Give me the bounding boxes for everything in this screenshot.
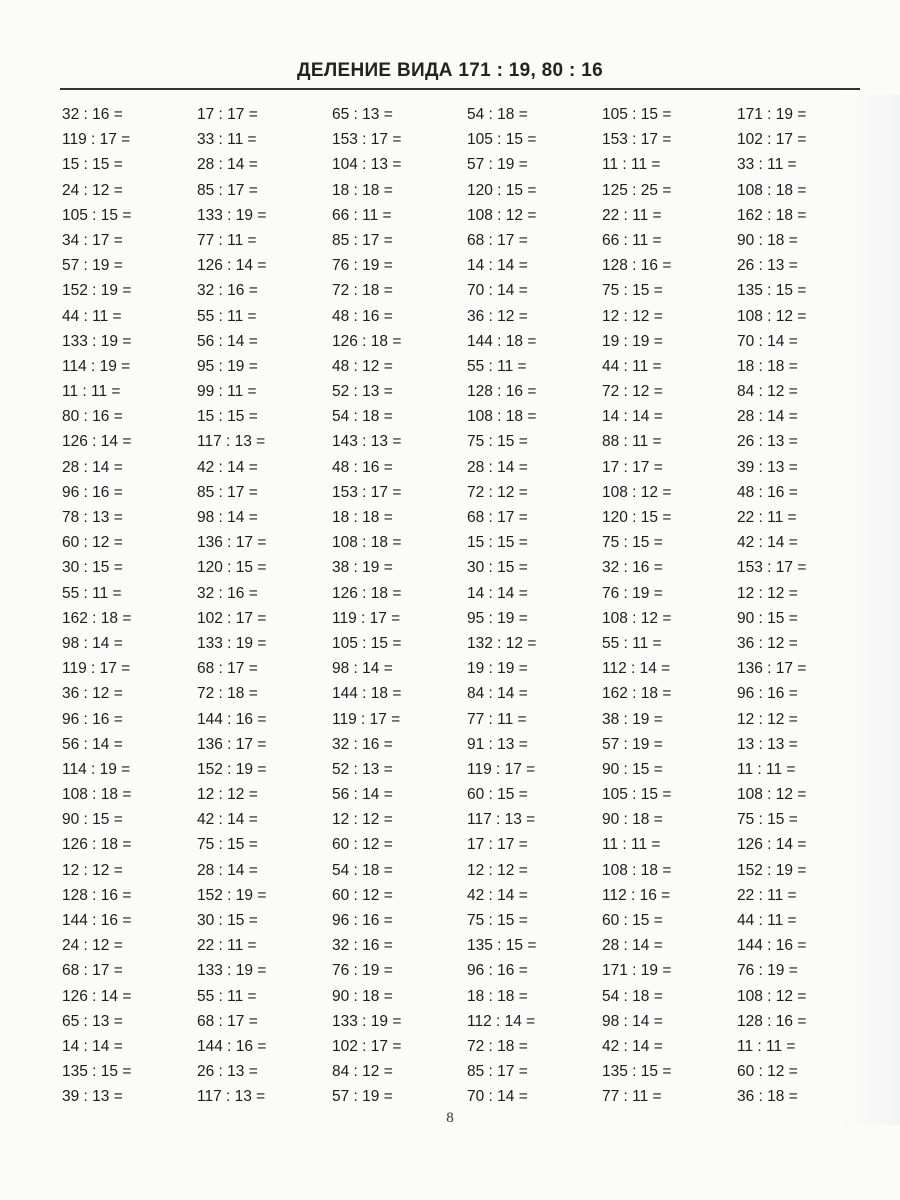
division-exercise: 68 : 17 = xyxy=(197,660,258,678)
division-exercise: 102 : 17 = xyxy=(197,609,267,627)
division-exercise: 85 : 17 = xyxy=(467,1063,528,1081)
division-exercise: 144 : 16 = xyxy=(197,710,267,728)
division-exercise: 12 : 12 = xyxy=(467,861,528,879)
division-exercise: 44 : 11 = xyxy=(737,912,797,929)
division-exercise: 57 : 19 = xyxy=(467,156,528,174)
division-exercise: 133 : 19 = xyxy=(197,206,267,224)
division-exercise: 68 : 17 = xyxy=(467,231,528,249)
division-exercise: 104 : 13 = xyxy=(332,156,402,174)
division-exercise: 57 : 19 = xyxy=(62,257,123,275)
division-exercise: 108 : 18 = xyxy=(737,181,807,199)
page-number: 8 xyxy=(446,1110,454,1126)
division-exercise: 68 : 17 = xyxy=(62,962,123,980)
division-exercise: 19 : 19 = xyxy=(467,660,528,678)
division-exercise: 75 : 15 = xyxy=(602,282,663,300)
division-exercise: 48 : 16 = xyxy=(332,458,393,476)
division-exercise: 32 : 16 = xyxy=(62,106,123,123)
division-exercise: 12 : 12 = xyxy=(602,307,663,325)
division-exercise: 11 : 11 = xyxy=(737,760,796,778)
division-exercise: 114 : 19 = xyxy=(62,760,131,778)
division-exercise: 42 : 14 = xyxy=(602,1037,663,1055)
division-exercise: 117 : 13 = xyxy=(197,1088,266,1106)
division-exercise: 66 : 11 = xyxy=(602,231,662,249)
division-exercise: 126 : 18 = xyxy=(62,836,132,854)
division-exercise: 24 : 12 = xyxy=(62,937,123,955)
division-exercise: 85 : 17 = xyxy=(197,181,258,199)
division-exercise: 19 : 19 = xyxy=(602,332,663,350)
division-exercise: 57 : 19 = xyxy=(332,1088,393,1106)
division-exercise: 126 : 18 = xyxy=(332,332,402,350)
exercise-grid xyxy=(62,102,842,1110)
division-exercise: 12 : 12 = xyxy=(332,811,393,829)
division-exercise: 143 : 13 = xyxy=(332,433,402,451)
division-exercise: 96 : 16 = xyxy=(467,962,528,980)
division-exercise: 72 : 12 = xyxy=(602,383,663,401)
division-exercise: 162 : 18 = xyxy=(602,685,672,703)
division-exercise: 18 : 18 = xyxy=(737,357,798,375)
division-exercise: 13 : 13 = xyxy=(737,735,798,753)
division-exercise: 136 : 17 = xyxy=(197,735,267,753)
division-exercise: 39 : 13 = xyxy=(737,458,798,476)
division-exercise: 32 : 16 = xyxy=(332,937,393,955)
division-exercise: 60 : 12 = xyxy=(737,1063,798,1081)
division-exercise: 108 : 18 = xyxy=(602,861,672,879)
division-exercise: 153 : 17 = xyxy=(737,559,807,577)
division-exercise: 65 : 13 = xyxy=(332,106,393,123)
division-exercise: 56 : 14 = xyxy=(197,332,258,350)
division-exercise: 105 : 15 = xyxy=(467,131,537,149)
division-exercise: 38 : 19 = xyxy=(332,559,393,577)
division-exercise: 28 : 14 = xyxy=(467,458,528,476)
division-exercise: 152 : 19 = xyxy=(737,861,807,879)
division-exercise: 133 : 19 = xyxy=(62,332,132,350)
division-exercise: 135 : 15 = xyxy=(467,937,537,955)
division-exercise: 48 : 16 = xyxy=(332,307,393,325)
division-exercise: 90 : 15 = xyxy=(62,811,123,829)
division-exercise: 108 : 12 = xyxy=(602,483,672,501)
division-exercise: 28 : 14 = xyxy=(602,937,663,955)
division-exercise: 105 : 15 = xyxy=(332,634,402,652)
division-exercise: 105 : 15 = xyxy=(602,786,672,804)
division-exercise: 112 : 14 = xyxy=(467,1012,536,1030)
division-exercise: 26 : 13 = xyxy=(737,257,798,275)
division-exercise: 102 : 17 = xyxy=(332,1037,402,1055)
division-exercise: 152 : 19 = xyxy=(197,760,267,778)
division-exercise: 120 : 15 = xyxy=(467,181,537,199)
division-exercise: 55 : 11 = xyxy=(197,987,257,1005)
division-exercise: 108 : 12 = xyxy=(737,786,807,804)
division-exercise: 70 : 14 = xyxy=(467,1088,528,1106)
division-exercise: 75 : 15 = xyxy=(197,836,258,854)
division-exercise: 119 : 17 = xyxy=(62,131,131,149)
division-exercise: 11 : 11 = xyxy=(62,383,121,401)
division-exercise: 18 : 18 = xyxy=(467,987,528,1005)
division-exercise: 30 : 15 = xyxy=(62,559,123,577)
division-exercise: 15 : 15 = xyxy=(197,408,258,426)
division-exercise: 77 : 11 = xyxy=(467,710,527,728)
division-exercise: 112 : 14 = xyxy=(602,660,671,678)
division-exercise: 80 : 16 = xyxy=(62,408,123,426)
division-exercise: 22 : 11 = xyxy=(737,509,797,526)
division-exercise: 85 : 17 = xyxy=(197,483,258,501)
division-exercise: 126 : 14 = xyxy=(62,433,132,451)
division-exercise: 14 : 14 = xyxy=(467,257,528,275)
division-exercise: 60 : 15 = xyxy=(467,786,528,804)
division-exercise: 68 : 17 = xyxy=(467,509,528,526)
division-exercise: 119 : 17 = xyxy=(467,760,536,778)
division-exercise: 78 : 13 = xyxy=(62,509,123,526)
division-exercise: 44 : 11 = xyxy=(62,307,122,325)
division-exercise: 90 : 18 = xyxy=(602,811,663,829)
division-exercise: 33 : 11 = xyxy=(197,131,257,149)
division-exercise: 152 : 19 = xyxy=(62,282,132,300)
division-exercise: 14 : 14 = xyxy=(602,408,663,426)
division-exercise: 32 : 16 = xyxy=(197,282,258,300)
division-exercise: 26 : 13 = xyxy=(737,433,798,451)
division-exercise: 12 : 12 = xyxy=(737,710,798,728)
division-exercise: 11 : 11 = xyxy=(602,836,661,854)
division-exercise: 30 : 15 = xyxy=(197,912,258,929)
division-exercise: 133 : 19 = xyxy=(332,1012,402,1030)
division-exercise: 102 : 17 = xyxy=(737,131,807,149)
division-exercise: 135 : 15 = xyxy=(737,282,807,300)
division-exercise: 114 : 19 = xyxy=(62,357,131,375)
division-exercise: 36 : 12 = xyxy=(737,634,798,652)
division-exercise: 36 : 12 = xyxy=(467,307,528,325)
division-exercise: 96 : 16 = xyxy=(737,685,798,703)
division-exercise: 24 : 12 = xyxy=(62,181,123,199)
division-exercise: 32 : 16 = xyxy=(197,584,258,602)
division-exercise: 60 : 12 = xyxy=(332,886,393,904)
division-exercise: 42 : 14 = xyxy=(737,534,798,552)
division-exercise: 171 : 19 = xyxy=(737,106,807,123)
division-exercise: 22 : 11 = xyxy=(737,886,797,904)
division-exercise: 98 : 14 = xyxy=(62,634,123,652)
division-exercise: 108 : 18 = xyxy=(62,786,132,804)
division-exercise: 28 : 14 = xyxy=(737,408,798,426)
division-exercise: 76 : 19 = xyxy=(602,584,663,602)
division-exercise: 108 : 18 = xyxy=(467,408,537,426)
division-exercise: 52 : 13 = xyxy=(332,760,393,778)
division-exercise: 28 : 14 = xyxy=(197,861,258,879)
division-exercise: 75 : 15 = xyxy=(602,534,663,552)
title-divider xyxy=(60,88,860,90)
division-exercise: 17 : 17 = xyxy=(467,836,528,854)
division-exercise: 98 : 14 = xyxy=(602,1012,663,1030)
division-exercise: 36 : 18 = xyxy=(737,1088,798,1106)
division-exercise: 72 : 18 = xyxy=(467,1037,528,1055)
division-exercise: 84 : 12 = xyxy=(737,383,798,401)
division-exercise: 133 : 19 = xyxy=(197,634,267,652)
division-exercise: 153 : 17 = xyxy=(332,131,402,149)
division-exercise: 18 : 18 = xyxy=(332,181,393,199)
division-exercise: 70 : 14 = xyxy=(737,332,798,350)
division-exercise: 55 : 11 = xyxy=(62,584,122,602)
division-exercise: 84 : 14 = xyxy=(467,685,528,703)
division-exercise: 22 : 11 = xyxy=(197,937,257,955)
division-exercise: 76 : 19 = xyxy=(737,962,798,980)
division-exercise: 12 : 12 = xyxy=(197,786,258,804)
division-exercise: 128 : 16 = xyxy=(62,886,132,904)
division-exercise: 52 : 13 = xyxy=(332,383,393,401)
division-exercise: 17 : 17 = xyxy=(197,106,258,123)
division-exercise: 42 : 14 = xyxy=(467,886,528,904)
division-exercise: 128 : 16 = xyxy=(737,1012,807,1030)
division-exercise: 126 : 14 = xyxy=(197,257,267,275)
division-exercise: 108 : 12 = xyxy=(467,206,537,224)
division-exercise: 84 : 12 = xyxy=(332,1063,393,1081)
division-exercise: 60 : 15 = xyxy=(602,912,663,929)
division-exercise: 144 : 16 = xyxy=(62,912,132,929)
division-exercise: 55 : 11 = xyxy=(602,634,662,652)
division-exercise: 44 : 11 = xyxy=(602,357,662,375)
division-exercise: 55 : 11 = xyxy=(467,357,527,375)
division-exercise: 135 : 15 = xyxy=(602,1063,672,1081)
division-exercise: 96 : 16 = xyxy=(62,710,123,728)
division-exercise: 108 : 12 = xyxy=(602,609,672,627)
division-exercise: 65 : 13 = xyxy=(62,1012,123,1030)
division-exercise: 132 : 12 = xyxy=(467,634,537,652)
division-exercise: 60 : 12 = xyxy=(332,836,393,854)
division-exercise: 18 : 18 = xyxy=(332,509,393,526)
division-exercise: 15 : 15 = xyxy=(62,156,123,174)
division-exercise: 108 : 12 = xyxy=(737,987,807,1005)
division-exercise: 144 : 18 = xyxy=(467,332,537,350)
division-exercise: 57 : 19 = xyxy=(602,735,663,753)
division-exercise: 22 : 11 = xyxy=(602,206,662,224)
division-exercise: 72 : 12 = xyxy=(467,483,528,501)
division-exercise: 119 : 17 = xyxy=(62,660,131,678)
division-exercise: 120 : 15 = xyxy=(602,509,672,526)
division-exercise: 95 : 19 = xyxy=(467,609,528,627)
division-exercise: 55 : 11 = xyxy=(197,307,257,325)
division-exercise: 144 : 16 = xyxy=(737,937,807,955)
division-exercise: 90 : 15 = xyxy=(602,760,663,778)
division-exercise: 60 : 12 = xyxy=(62,534,123,552)
division-exercise: 72 : 18 = xyxy=(197,685,258,703)
division-exercise: 99 : 11 = xyxy=(197,383,257,401)
division-exercise: 42 : 14 = xyxy=(197,811,258,829)
division-exercise: 90 : 15 = xyxy=(737,609,798,627)
division-exercise: 171 : 19 = xyxy=(602,962,672,980)
division-exercise: 76 : 19 = xyxy=(332,257,393,275)
division-exercise: 85 : 17 = xyxy=(332,231,393,249)
division-exercise: 98 : 14 = xyxy=(197,509,258,526)
division-exercise: 153 : 17 = xyxy=(332,483,402,501)
division-exercise: 117 : 13 = xyxy=(467,811,536,829)
division-exercise: 36 : 12 = xyxy=(62,685,123,703)
division-exercise: 126 : 18 = xyxy=(332,584,402,602)
division-exercise: 48 : 16 = xyxy=(737,483,798,501)
division-exercise: 12 : 12 = xyxy=(737,584,798,602)
division-exercise: 54 : 18 = xyxy=(332,861,393,879)
division-exercise: 77 : 11 = xyxy=(602,1088,662,1106)
division-exercise: 75 : 15 = xyxy=(737,811,798,829)
division-exercise: 17 : 17 = xyxy=(602,458,663,476)
division-exercise: 56 : 14 = xyxy=(332,786,393,804)
division-exercise: 56 : 14 = xyxy=(62,735,123,753)
division-exercise: 136 : 17 = xyxy=(737,660,807,678)
division-exercise: 125 : 25 = xyxy=(602,181,672,199)
division-exercise: 119 : 17 = xyxy=(332,710,401,728)
division-exercise: 95 : 19 = xyxy=(197,357,258,375)
division-exercise: 39 : 13 = xyxy=(62,1088,123,1106)
division-exercise: 90 : 18 = xyxy=(332,987,393,1005)
division-exercise: 75 : 15 = xyxy=(467,433,528,451)
division-exercise: 90 : 18 = xyxy=(737,231,798,249)
division-exercise: 128 : 16 = xyxy=(467,383,537,401)
division-exercise: 33 : 11 = xyxy=(737,156,797,174)
division-exercise: 135 : 15 = xyxy=(62,1063,132,1081)
division-exercise: 72 : 18 = xyxy=(332,282,393,300)
division-exercise: 48 : 12 = xyxy=(332,357,393,375)
page-edge-shadow xyxy=(842,95,900,1125)
division-exercise: 153 : 17 = xyxy=(602,131,672,149)
division-exercise: 70 : 14 = xyxy=(467,282,528,300)
division-exercise: 96 : 16 = xyxy=(332,912,393,929)
division-exercise: 144 : 16 = xyxy=(197,1037,267,1055)
division-exercise: 12 : 12 = xyxy=(62,861,123,879)
division-exercise: 76 : 19 = xyxy=(332,962,393,980)
division-exercise: 54 : 18 = xyxy=(467,106,528,123)
division-exercise: 32 : 16 = xyxy=(332,735,393,753)
division-exercise: 77 : 11 = xyxy=(197,231,257,249)
division-exercise: 91 : 13 = xyxy=(467,735,528,753)
division-exercise: 11 : 11 = xyxy=(737,1037,796,1055)
division-exercise: 105 : 15 = xyxy=(602,106,672,123)
division-exercise: 14 : 14 = xyxy=(62,1037,123,1055)
division-exercise: 117 : 13 = xyxy=(197,433,266,451)
division-exercise: 108 : 18 = xyxy=(332,534,402,552)
division-exercise: 32 : 16 = xyxy=(602,559,663,577)
division-exercise: 15 : 15 = xyxy=(467,534,528,552)
division-exercise: 98 : 14 = xyxy=(332,660,393,678)
division-exercise: 28 : 14 = xyxy=(62,458,123,476)
division-exercise: 120 : 15 = xyxy=(197,559,267,577)
division-exercise: 136 : 17 = xyxy=(197,534,267,552)
division-exercise: 126 : 14 = xyxy=(737,836,807,854)
division-exercise: 162 : 18 = xyxy=(737,206,807,224)
division-exercise: 88 : 11 = xyxy=(602,433,662,451)
division-exercise: 112 : 16 = xyxy=(602,886,671,904)
division-exercise: 96 : 16 = xyxy=(62,483,123,501)
division-exercise: 11 : 11 = xyxy=(602,156,661,174)
division-exercise: 14 : 14 = xyxy=(467,584,528,602)
division-exercise: 119 : 17 = xyxy=(332,609,401,627)
division-exercise: 128 : 16 = xyxy=(602,257,672,275)
division-exercise: 105 : 15 = xyxy=(62,206,132,224)
division-exercise: 108 : 12 = xyxy=(737,307,807,325)
division-exercise: 34 : 17 = xyxy=(62,231,123,249)
division-exercise: 54 : 18 = xyxy=(602,987,663,1005)
division-exercise: 133 : 19 = xyxy=(197,962,267,980)
division-exercise: 126 : 14 = xyxy=(62,987,132,1005)
division-exercise: 68 : 17 = xyxy=(197,1012,258,1030)
division-exercise: 26 : 13 = xyxy=(197,1063,258,1081)
division-exercise: 152 : 19 = xyxy=(197,886,267,904)
division-exercise: 66 : 11 = xyxy=(332,206,392,224)
division-exercise: 162 : 18 = xyxy=(62,609,132,627)
division-exercise: 144 : 18 = xyxy=(332,685,402,703)
division-exercise: 38 : 19 = xyxy=(602,710,663,728)
division-exercise: 54 : 18 = xyxy=(332,408,393,426)
page-title: ДЕЛЕНИЕ ВИДА 171 : 19, 80 : 16 xyxy=(297,60,603,81)
division-exercise: 28 : 14 = xyxy=(197,156,258,174)
division-exercise: 75 : 15 = xyxy=(467,912,528,929)
division-exercise: 30 : 15 = xyxy=(467,559,528,577)
division-exercise: 42 : 14 = xyxy=(197,458,258,476)
